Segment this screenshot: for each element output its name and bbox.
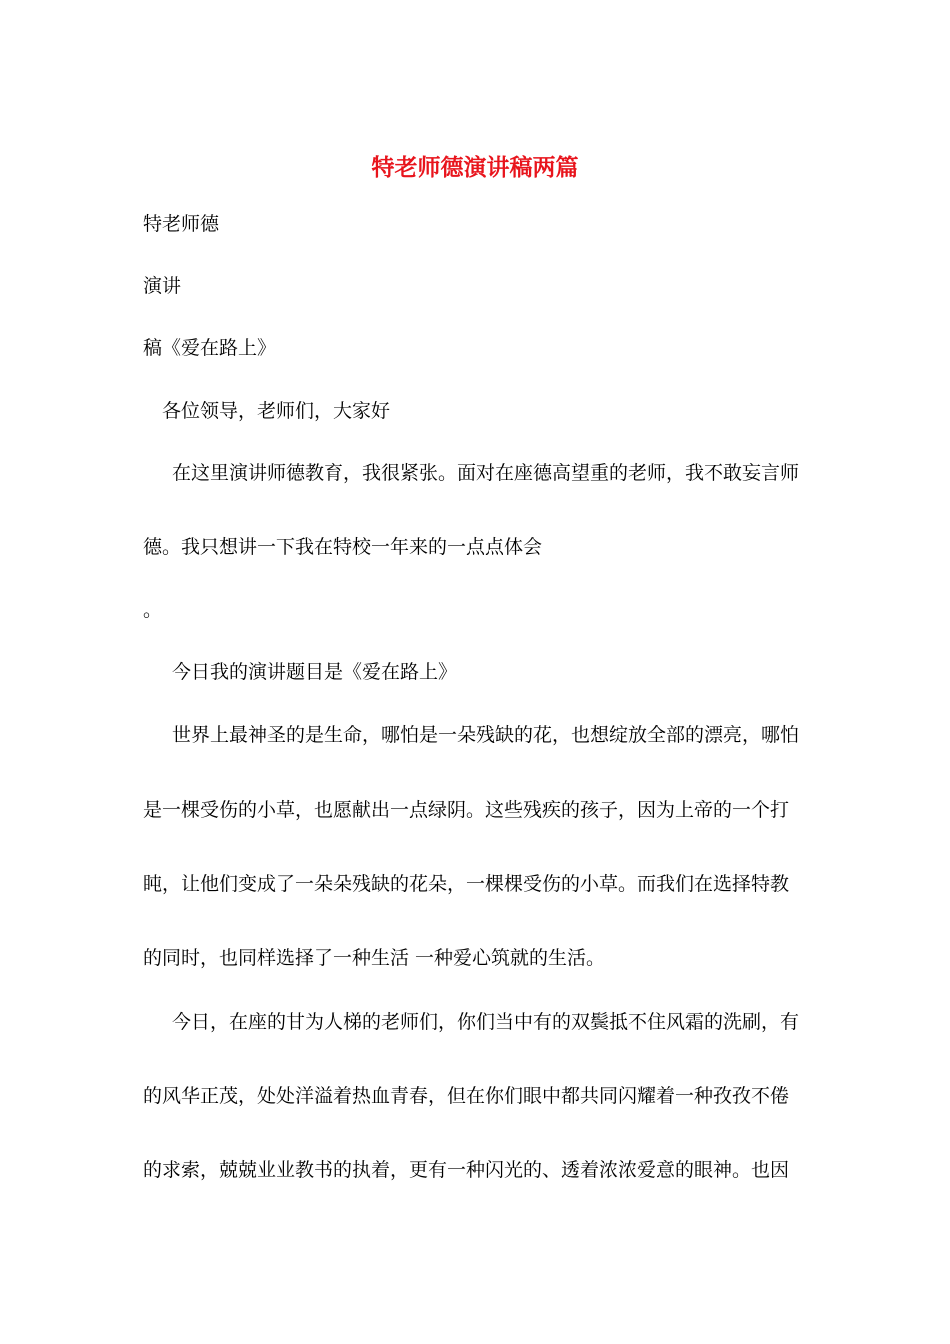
text-line: 盹，让他们变成了一朵朵残缺的花朵，一棵棵受伤的小草。而我们在选择特教 — [143, 873, 790, 895]
text-line: 的同时，也同样选择了一种生活 一种爱心筑就的生活。 — [143, 947, 606, 969]
text-line: 稿《爱在路上》 — [143, 337, 277, 359]
text-line: 的风华正茂，处处洋溢着热血青春，但在你们眼中都共同闪耀着一种孜孜不倦 — [143, 1085, 790, 1107]
text-line: 演讲 — [143, 275, 182, 297]
document-title: 特老师德演讲稿两篇 — [371, 154, 579, 181]
text-line: 的求索，兢兢业业教书的执着，更有一种闪光的、透着浓浓爱意的眼神。也因 — [143, 1159, 790, 1181]
text-line: 德。我只想讲一下我在特校一年来的一点点体会 — [143, 536, 543, 558]
text-line: 。 — [143, 599, 163, 621]
text-line: 是一棵受伤的小草，也愿献出一点绿阴。这些残疾的孩子，因为上帝的一个打 — [143, 799, 790, 821]
text-line: 世界上最神圣的是生命，哪怕是一朵残缺的花，也想绽放全部的漂亮，哪怕 — [172, 724, 800, 746]
text-line: 各位领导，老师们，大家好 — [162, 400, 391, 422]
text-line: 特老师德 — [143, 213, 220, 235]
text-line: 今日我的演讲题目是《爱在路上》 — [172, 661, 458, 683]
text-line: 在这里演讲师德教育，我很紧张。面对在座德高望重的老师，我不敢妄言师 — [172, 462, 800, 484]
text-line: 今日，在座的甘为人梯的老师们，你们当中有的双鬓抵不住风霜的洗刷，有 — [172, 1011, 800, 1033]
